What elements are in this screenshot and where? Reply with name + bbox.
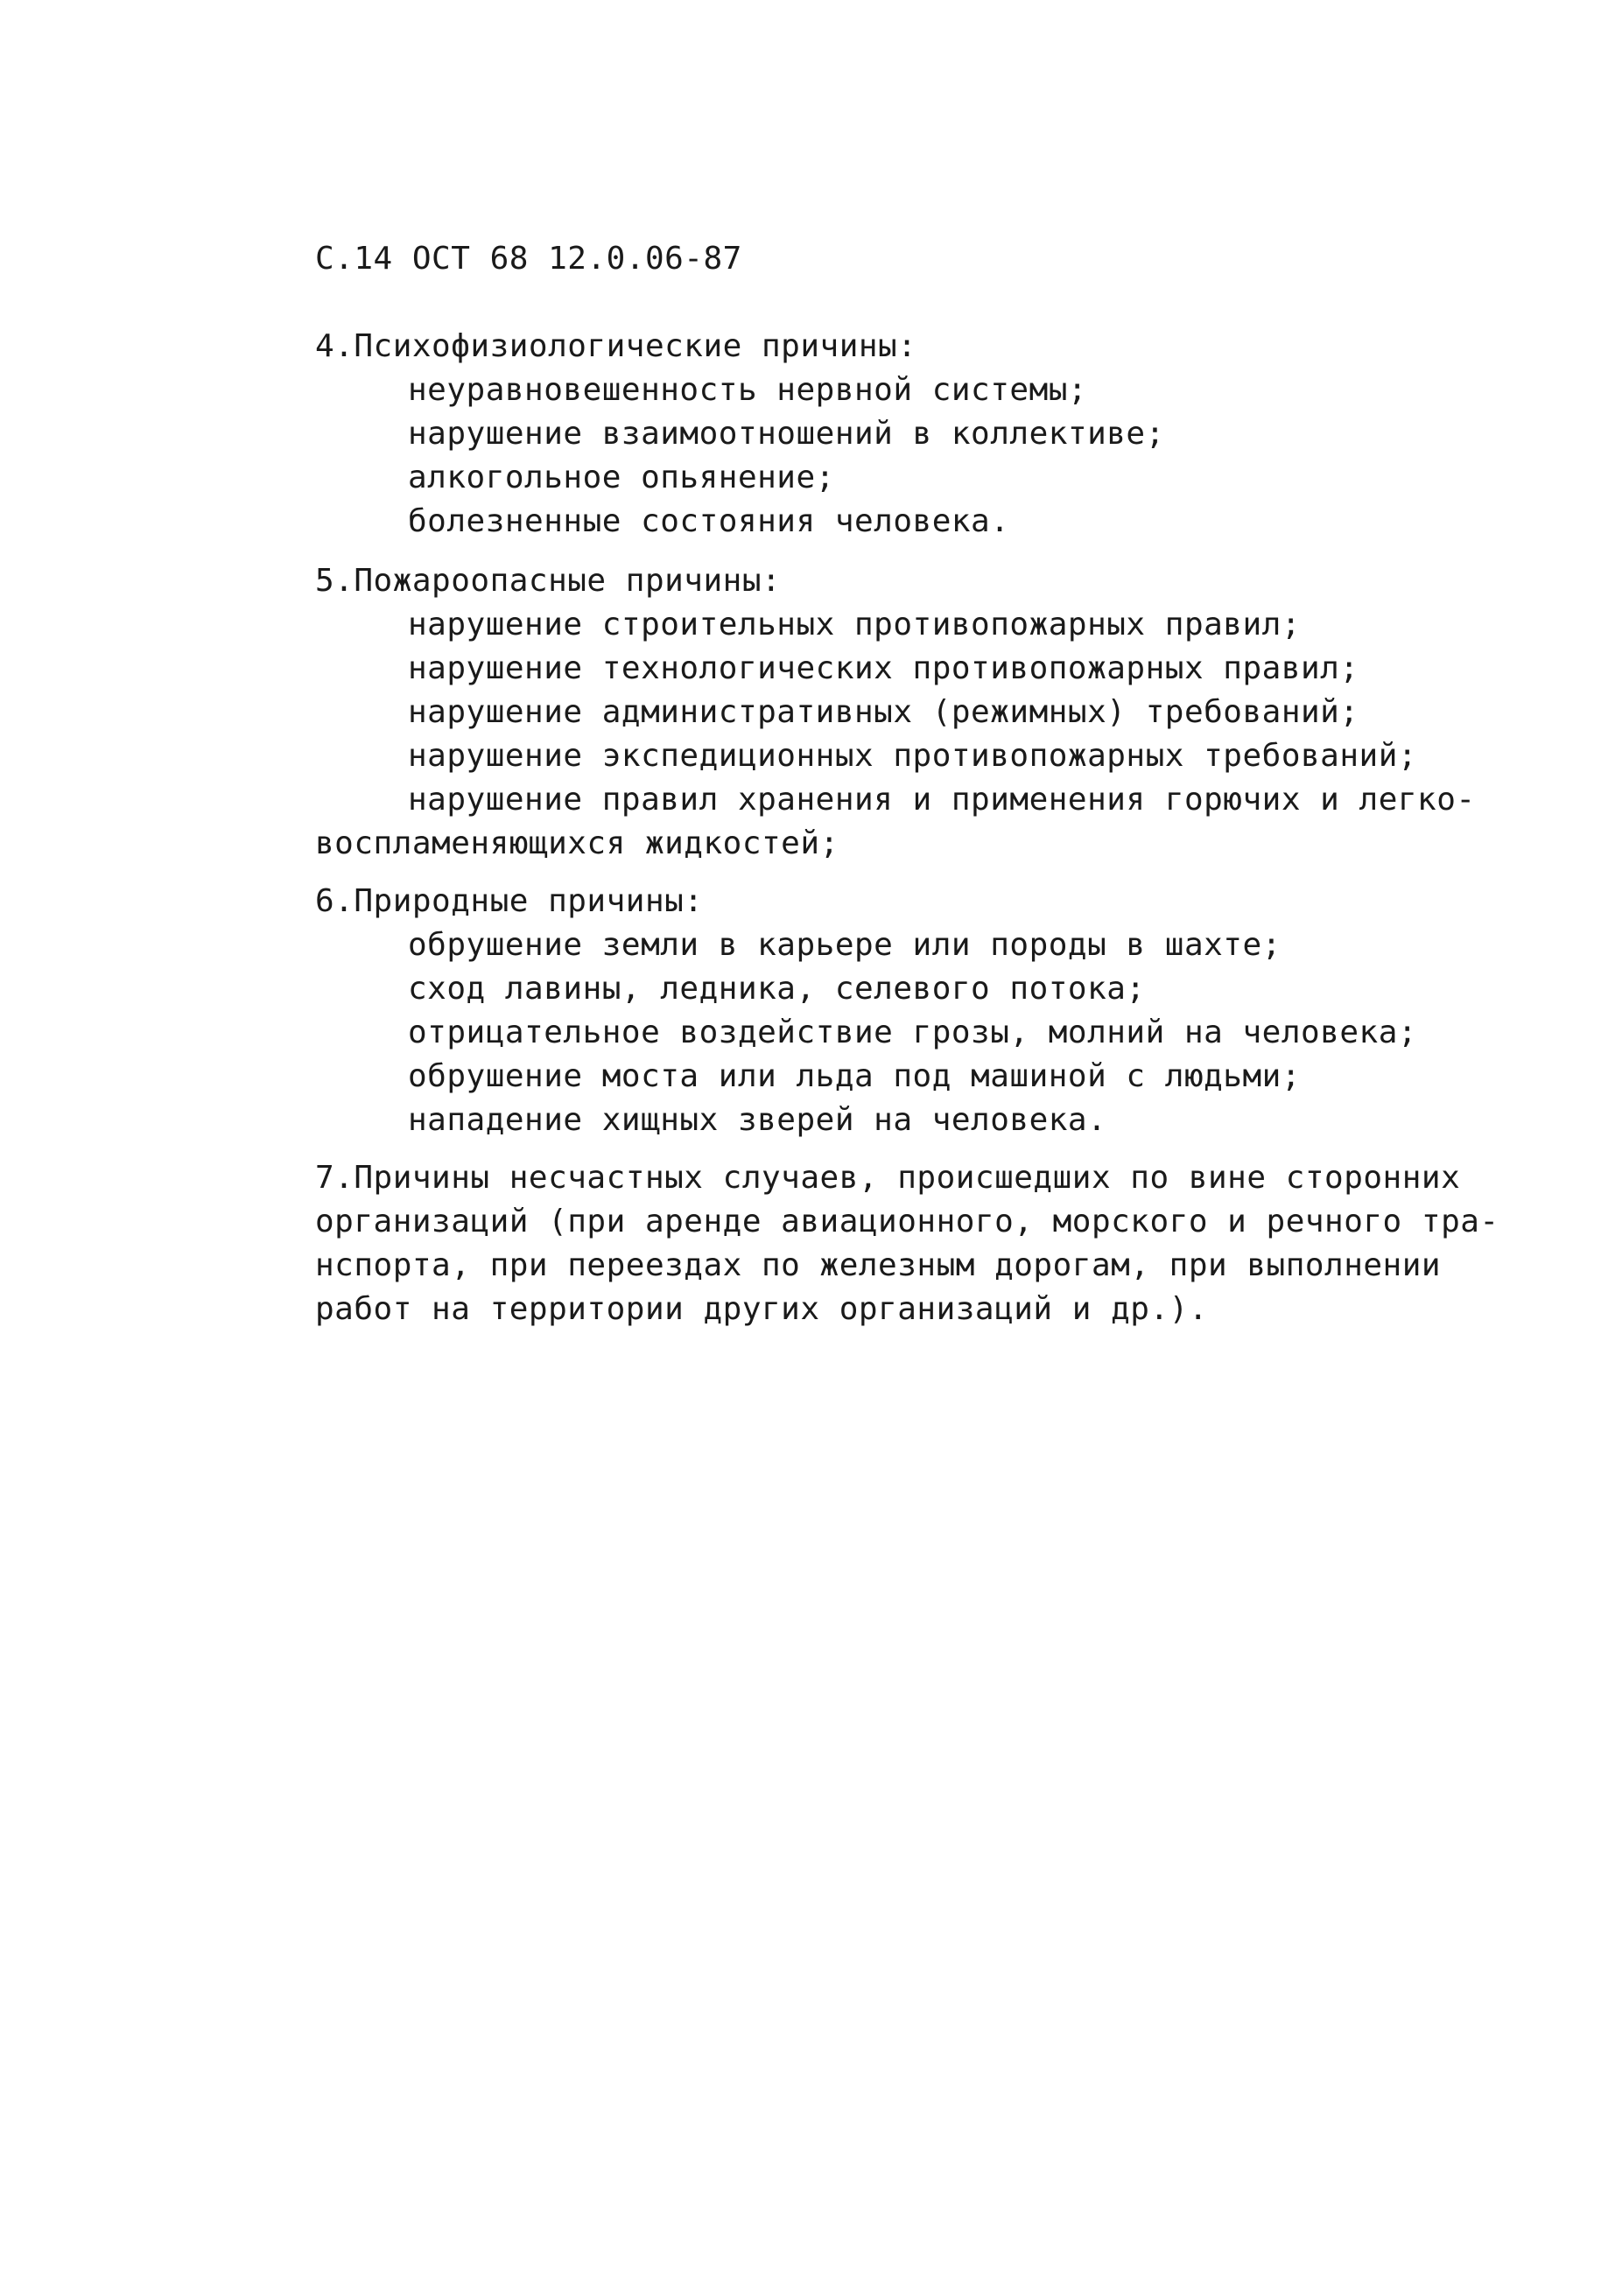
section-5-item-1: нарушение строительных противопожарных правил; [408,607,1301,642]
section-5-item-5: нарушение правил хранения и применения горючих и легко- [408,782,1476,818]
section-4-heading: 4.Психофизиологические причины: [315,328,917,364]
section-6-item-3: отрицательное воздействие грозы, молний на человека; [408,1015,1418,1050]
section-5-heading: 5.Пожароопасные причины: [315,563,782,599]
section-6-item-2: сход лавины, ледника, селевого потока; [408,971,1146,1007]
section-7-line-4: работ на территории других организаций и др.). [315,1291,1208,1327]
section-7-line-3: нспорта, при переездах по железным дорогам, при выполнении [315,1247,1442,1283]
section-5-item-2: нарушение технологических противопожарных правил; [408,650,1359,686]
section-6-item-5: нападение хищных зверей на человека. [408,1102,1107,1138]
section-6-item-1: обрушение земли в карьере или породы в шахте; [408,927,1282,963]
section-5-item-3: нарушение административных (режимных) требований; [408,694,1359,730]
section-4-item-2: нарушение взаимоотношений в коллективе; [408,416,1165,452]
document-header: С.14 ОСТ 68 12.0.06-87 [315,241,742,277]
section-4-item-3: алкогольное опьянение; [408,460,835,495]
section-6-heading: 6.Природные причины: [315,883,704,919]
section-7-line-1: 7.Причины несчастных случаев, происшедших по вине сторонних [315,1160,1461,1196]
section-7-line-2: организаций (при аренде авиационного, морского и речного тра- [315,1204,1499,1239]
section-4-item-4: болезненные состояния человека. [408,503,1010,539]
section-6-item-4: обрушение моста или льда под машиной с людьми; [408,1058,1301,1094]
section-5-item-4: нарушение экспедиционных противопожарных требований; [408,738,1418,774]
section-4-item-1: неуравновешенность нервной системы; [408,372,1088,408]
section-5-continuation: воспламеняющихся жидкостей; [315,825,839,861]
